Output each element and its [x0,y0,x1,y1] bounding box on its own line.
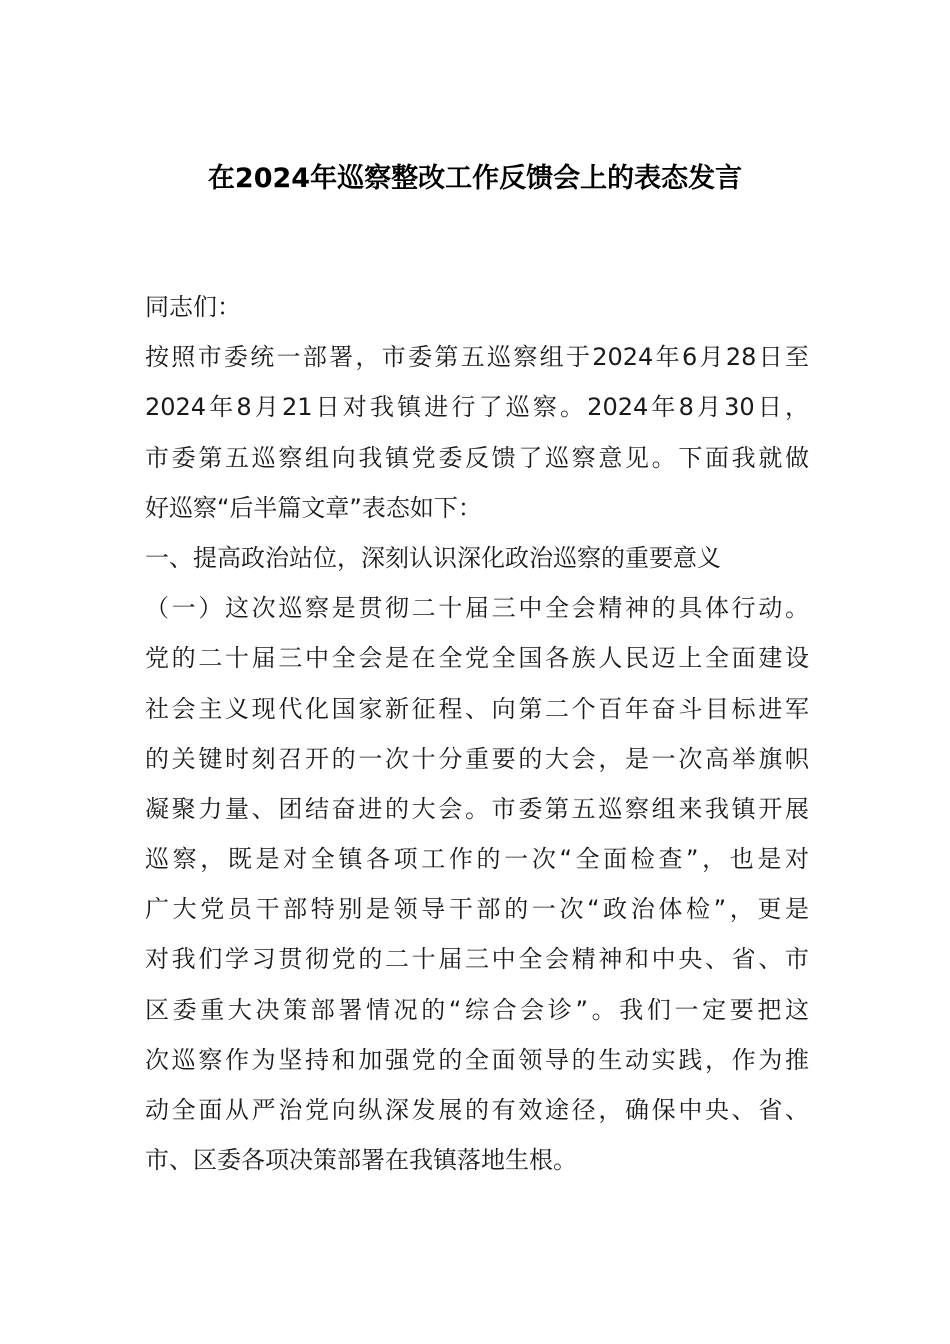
paragraph-line: 凝聚力量、团结奋进的大会。市委第五巡察组来我镇开展 [145,794,809,823]
paragraph-line: 巡察，既是对全镇各项工作的一次“全面检查”，也是对 [145,845,809,874]
paragraph-line: 市、区委各项决策部署在我镇落地生根。 [145,1146,577,1175]
paragraph-line: 2024年8月21日对我镇进行了巡察。2024年8月30日， [145,393,809,422]
document-title: 在2024年巡察整改工作反馈会上的表态发言 [207,163,743,194]
paragraph-line: 党的二十届三中全会是在全党全国各族人民迈上全面建设 [145,644,809,673]
paragraph-line: 按照市委统一部署，市委第五巡察组于2024年6月28日至 [145,343,809,372]
paragraph-line: 对我们学习贯彻党的二十届三中全会精神和中央、省、市 [145,945,809,974]
paragraph-line: 广大党员干部特别是领导干部的一次“政治体检”，更是 [145,895,809,924]
subheading: （一）这次巡察是贯彻二十届三中全会精神的具体行动。 [145,594,809,623]
paragraph-line: 社会主义现代化国家新征程、向第二个百年奋斗目标进军 [145,694,809,723]
section-heading: 一、提高政治站位，深刻认识深化政治巡察的重要意义 [145,543,721,572]
document-body [145,282,809,1185]
paragraph-line: 次巡察作为坚持和加强党的全面领导的生动实践，作为推 [145,1045,809,1074]
greeting: 同志们： [145,293,241,321]
paragraph-line: 动全面从严治党向纵深发展的有效途径，确保中央、省、 [145,1096,809,1124]
paragraph-line: 的关键时刻召开的一次十分重要的大会，是一次高举旗帜 [145,744,809,773]
paragraph-line: 区委重大决策部署情况的“综合会诊”。我们一定要把这 [145,995,809,1024]
paragraph-line: 市委第五巡察组向我镇党委反馈了巡察意见。下面我就做 [145,443,809,472]
paragraph-line: 好巡察“后半篇文章”表态如下： [145,493,482,522]
